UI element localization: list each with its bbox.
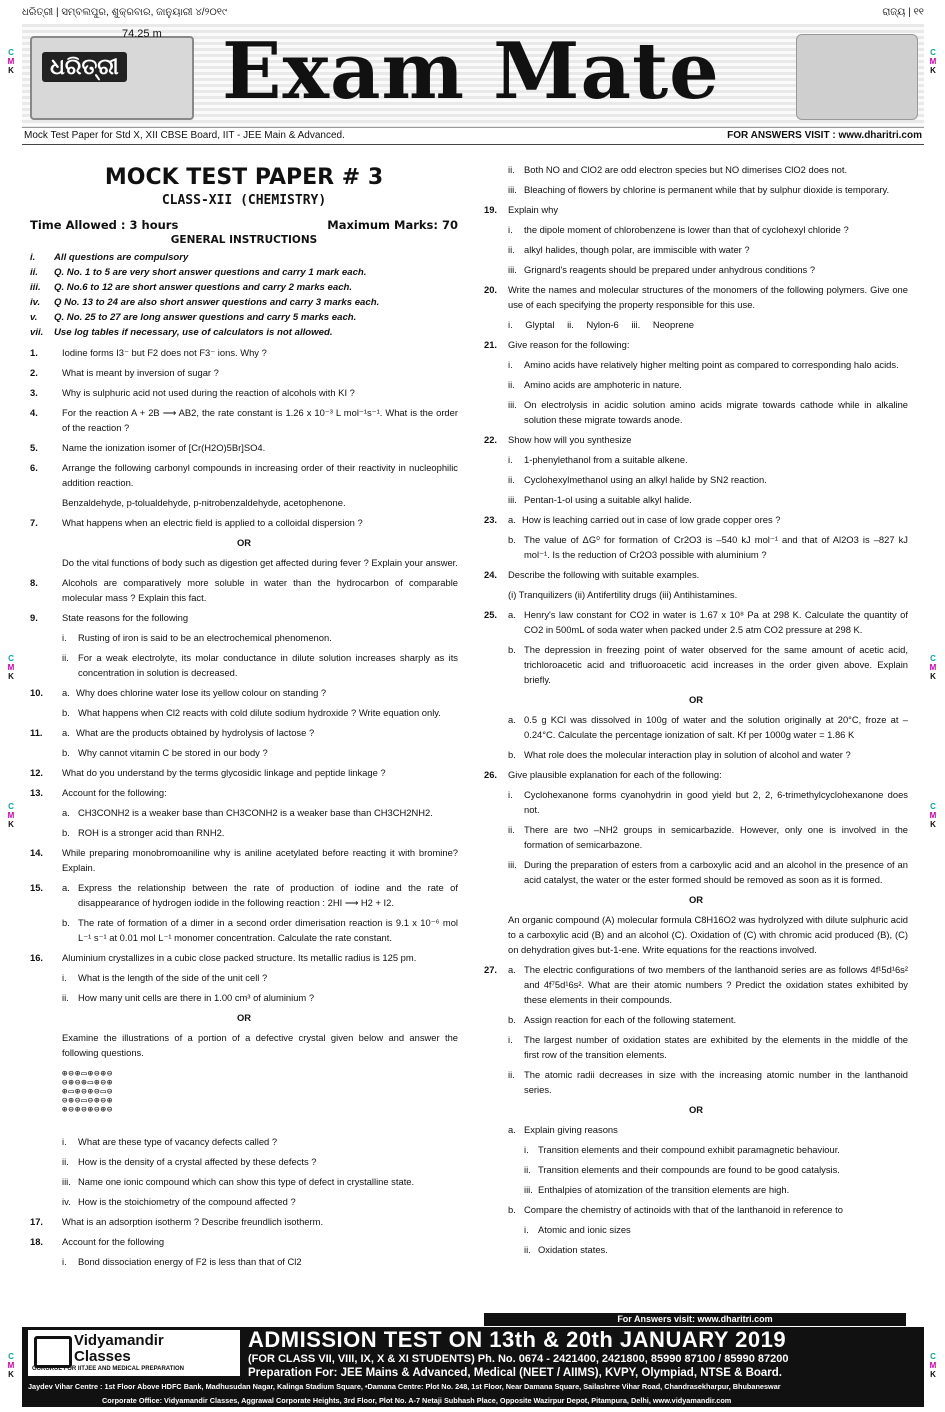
question-27-alt-a-iii: iii. Enthalpies of atomization of the transition elements are high. [524, 1184, 790, 1195]
instruction: i. All questions are compulsory [30, 252, 189, 263]
question-16-alt-ii: ii. How is the density of a crystal affected by these defects ? [62, 1156, 317, 1167]
question-19-iii: iii. Grignard's reagents should be prepared under anhydrous conditions ? [508, 264, 816, 275]
page-title: Exam Mate [222, 26, 720, 117]
question-27-b-ii: ii. The atomic radii decreases in size with the increasing atomic number in the lanthanoid series. [508, 1069, 908, 1095]
newspaper-logo: ଧରିତ୍ରୀ [42, 52, 127, 82]
right-column [484, 162, 908, 1257]
question-27-b: b. Assign reaction for each of the following statement. [508, 1014, 737, 1025]
question-6-list: Benzaldehyde, p-tolualdehyde, p-nitrobenzaldehyde, acetophenone. [62, 497, 346, 508]
instruction: ii. Q. No. 1 to 5 are very short answer questions and carry 1 mark each. [30, 267, 367, 278]
question-27-alt-b-i: i. Atomic and ionic sizes [524, 1224, 631, 1235]
registration-mark: C M K [7, 48, 15, 75]
question-27-alt-a-ii: ii. Transition elements and their compounds are found to be good catalysis. [524, 1164, 840, 1175]
question-14: 14. While preparing monobromoaniline why is aniline acetylated before reacting it with bromine? Explain. [30, 847, 458, 873]
question-24-options: (i) Tranquilizers (ii) Antifertility drugs (iii) Antihistamines. [508, 589, 738, 600]
subtitle-right: FOR ANSWERS VISIT : www.dharitri.com [727, 130, 922, 141]
registration-mark: C M K [929, 802, 937, 829]
question-19-i: i. the dipole moment of chlorobenzene is lower than that of cyclohexyl chloride ? [508, 224, 849, 235]
question-23: 23. a. How is leaching carried out in case of low grade copper ores ? [484, 514, 781, 525]
calculator-icon [796, 34, 918, 120]
question-22-ii: ii. Cyclohexylmethanol using an alkyl halide by SN2 reaction. [508, 474, 767, 485]
question-19: 19. Explain why [484, 204, 559, 215]
question-13-a: a. CH3CONH2 is a weaker base than CH3CONH2 is a weaker base than CH3CH2NH2. [62, 807, 433, 818]
or-label: OR [688, 694, 704, 705]
question-20-options: i. Glyptal ii. Nylon-6 iii. Neoprene [508, 319, 694, 330]
dateline: ଧରିତ୍ରୀ | ସମ୍ବଲପୁର, ଶୁକ୍ରବାର, ଜାନୁୟାରୀ ୪/୨୦୧୯ [22, 7, 227, 18]
paper-title: MOCK TEST PAPER # 3 [104, 165, 384, 190]
ad-preparation: Preparation For: JEE Mains & Advanced, Medical (NEET / AIIMS), KVPY, Olympiad, NTSE & Board. [248, 1367, 783, 1379]
question-18-iii: iii. Bleaching of flowers by chlorine is permanent while that by sulphur dioxide is temporary. [508, 184, 890, 195]
top-bar [22, 4, 924, 24]
question-10-b: b. What happens when Cl2 reacts with cold dilute sodium hydroxide ? Write equation only. [62, 707, 441, 718]
question-22-i: i. 1-phenylethanol from a suitable alkene. [508, 454, 688, 465]
question-27-b-i: i. The largest number of oxidation states are exhibited by the elements in the middle of the first row of the transition elements. [508, 1034, 908, 1060]
question-18-i: i. Bond dissociation energy of F2 is less than that of Cl2 [62, 1256, 302, 1267]
question-27-alt-a-i: i. Transition elements and their compound exhibit paramagnetic behaviour. [524, 1144, 840, 1155]
paper-class: CLASS-XII (CHEMISTRY) [161, 193, 327, 208]
time-allowed: Time Allowed : 3 hours [30, 218, 179, 232]
question-18: 18. Account for the following [30, 1236, 165, 1247]
question-22-iii: iii. Pentan-1-ol using a suitable alkyl halide. [508, 494, 692, 505]
subtitle-bar [22, 128, 924, 145]
question-22: 22. Show how will you synthesize [484, 434, 632, 445]
or-label: OR [688, 1104, 704, 1115]
question-26-i: i. Cyclohexanone forms cyanohydrin in good yield but 2, 2, 6-trimethylcyclohexanone does not. [508, 789, 908, 815]
question-13: 13. Account for the following: [30, 787, 167, 798]
question-16-alt: Examine the illustrations of a portion of a defective crystal given below and answer the following questions. [62, 1032, 458, 1058]
question-11-b: b. Why cannot vitamin C be stored in our body ? [62, 747, 268, 758]
left-column [30, 165, 458, 1269]
or-label: OR [236, 1012, 252, 1023]
question-16-alt-i: i. What are these type of vacancy defects called ? [62, 1136, 278, 1147]
registration-mark: C M K [7, 1352, 15, 1379]
registration-mark: C M K [7, 802, 15, 829]
question-21-ii: ii. Amino acids are amphoteric in nature. [508, 379, 682, 390]
question-25-alt-a: a. 0.5 g KCl was dissolved in 100g of water and the solution originally at 20°C, froze at –0.24°C. Calculate the percentage ionization of salt. Kf per 1000g water = 1.86 K [508, 714, 908, 740]
question-16-i: i. What is the length of the side of the unit cell ? [62, 972, 268, 983]
question-19-ii: ii. alkyl halides, though polar, are immiscible with water ? [508, 244, 750, 255]
question-4: 4. For the reaction A + 2B ⟶ AB2, the rate constant is 1.26 x 10⁻³ L mol⁻¹s⁻¹. What is the order of the reaction ? [30, 407, 458, 433]
registration-mark: C M K [929, 1352, 937, 1379]
question-17: 17. What is an adsorption isotherm ? Describe freundlich isotherm. [30, 1216, 324, 1227]
ad-corporate: Corporate Office: Vidyamandir Classes, Aggrawal Corporate Heights, 3rd Floor, Plot No. A-7 Netaji Subhash Place, Opposite Wazirpur Depot, Pitampura, Delhi, www.vidyamandir.com [102, 1396, 732, 1405]
question-12: 12. What do you understand by the terms glycosidic linkage and peptide linkage ? [30, 767, 386, 778]
ad-headline: ADMISSION TEST ON 13th & 20th JANUARY 2019 [248, 1327, 787, 1352]
instruction: v. Q. No. 25 to 27 are long answer questions and carry 5 marks each. [30, 312, 357, 323]
question-27-alt-b: b. Compare the chemistry of actinoids with that of the lanthanoid in reference to [508, 1204, 843, 1215]
question-21-i: i. Amino acids have relatively higher melting point as compared to corresponding halo acids. [508, 359, 899, 370]
or-label: OR [688, 894, 704, 905]
question-15: 15. a. Express the relationship between the rate of production of iodine and the rate of disappearance of hydrogen iodide in the following reaction : 2HI ⟶ H2 + I2. [30, 882, 458, 908]
vidyamandir-logo: Vidyamandir Classes GURUKUL FOR IITJEE AND MEDICAL PREPARATION [28, 1330, 240, 1376]
registration-mark: C M K [7, 654, 15, 681]
ad-phone: (FOR CLASS VII, VIII, IX, X & XI STUDENTS) Ph. No. 0674 - 2421400, 2421800, 85990 87100 / 85990 87200 [248, 1353, 789, 1365]
instruction: vii. Use log tables if necessary, use of calculators is not allowed. [30, 327, 333, 338]
question-26-ii: ii. There are two –NH2 groups in semicarbazide. However, only one is involved in the formation of semicarbazone. [508, 824, 908, 850]
time-marks-row [30, 218, 458, 233]
instruction: iv. Q No. 13 to 24 are also short answer questions and carry 3 marks each. [30, 297, 380, 308]
question-21-iii: iii. On electrolysis in acidic solution amino acids migrate towards cathode while in alkaline solution these migrate towards anode. [508, 399, 908, 425]
question-7-alt: Do the vital functions of body such as digestion get affected during fever ? Explain your answer. [62, 557, 458, 568]
registration-mark: C M K [929, 654, 937, 681]
question-26: 26. Give plausible explanation for each of the following: [484, 769, 722, 780]
question-25-b: b. The depression in freezing point of water observed for the same amount of acetic acid, trichloroacetic acid and trifluoroacetic acid increases in the order given above. Explain briefly. [508, 644, 908, 685]
question-21: 21. Give reason for the following: [484, 339, 630, 350]
question-8: 8. Alcohols are comparatively more soluble in water than the hydrocarbon of comparable molecular mass ? Explain this fact. [30, 577, 458, 603]
page-ref: ରାଜ୍ୟ | ୧୧ [882, 7, 924, 18]
question-20: 20. Write the names and molecular structures of the monomers of the following polymers. Give one use of each specifying the property responsible for this use. [484, 284, 908, 310]
question-16: 16. Aluminium crystallizes in a cubic close packed structure. Its metallic radius is 125 pm. [30, 952, 417, 963]
question-23-b: b. The value of ΔG⁰ for formation of Cr2O3 is –540 kJ mol⁻¹ and that of Al2O3 is –827 kJ mol⁻¹. Is the reduction of Cr2O3 possible with aluminium ? [508, 534, 908, 560]
question-9-i: i. Rusting of iron is said to be an electrochemical phenomenon. [62, 632, 332, 643]
instruction: iii. Q. No.6 to 12 are short answer questions and carry 2 marks each. [30, 282, 353, 293]
question-26-iii: iii. During the preparation of esters from a carboxylic acid and an alcohol in the presence of an acid catalyst, the water or the ester formed should be removed as soon as it is formed. [508, 859, 908, 885]
question-27: 27. a. The electric configurations of two members of the lanthanoid series are as follows 4f¹5d¹6s² and 4f⁷5d¹6s². What are their atomic numbers ? Predict the oxidation states exhibited by these elements in their compounds. [484, 964, 908, 1005]
question-16-alt-iv: iv. How is the stoichiometry of the compound affected ? [62, 1196, 296, 1207]
question-16-alt-iii: iii. Name one ionic compound which can show this type of defect in crystalline state. [62, 1176, 415, 1187]
advertisement-banner [22, 1327, 924, 1407]
question-16-ii: ii. How many unit cells are there in 1.00 cm³ of aluminium ? [62, 992, 315, 1003]
subtitle-left: Mock Test Paper for Std X, XII CBSE Board, IIT - JEE Main & Advanced. [24, 130, 345, 141]
question-25: 25. a. Henry's law constant for CO2 in water is 1.67 x 10⁸ Pa at 298 K. Calculate the quantity of CO2 in 500mL of soda water when packed under 2.5 atm CO2 pressure at 298 K. [484, 609, 908, 635]
question-1: 1. Iodine forms I3⁻ but F2 does not F3⁻ ions. Why ? [30, 347, 267, 358]
or-label: OR [236, 537, 252, 548]
instructions-title: GENERAL INSTRUCTIONS [170, 234, 318, 246]
volume-label: 74.25 m [122, 28, 162, 40]
question-10: 10. a. Why does chlorine water lose its yellow colour on standing ? [30, 687, 327, 698]
question-27-alt-b-ii: ii. Oxidation states. [524, 1244, 608, 1255]
question-26-alt: An organic compound (A) molecular formula C8H16O2 was hydrolyzed with dilute sulphuric acid to a carboxylic acid (B) and an alcohol (C). Oxidation of (C) with chromic acid produced (B), (C) on dehydration gives but-1-ene. Write equations for the reactions involved. [508, 914, 908, 955]
question-18-ii: ii. Both NO and ClO2 are odd electron species but NO dimerises ClO2 does not. [508, 164, 848, 175]
answers-bar: For Answers visit: www.dharitri.com [484, 1313, 906, 1326]
book-icon [34, 1336, 72, 1368]
question-15-b: b. The rate of formation of a dimer in a second order dimerisation reaction is 9.1 x 10⁻⁶ mol L⁻¹ s⁻¹ at 0.01 mol L⁻¹ monomer concentration. Calculate the rate constant. [62, 917, 458, 943]
question-25-alt-b: b. What role does the molecular interaction play in solution of alcohol and water ? [508, 749, 851, 760]
question-9-ii: ii. For a weak electrolyte, its molar conductance in dilute solution increases sharply as its concentration in solution is decreased. [62, 652, 458, 678]
masthead [22, 24, 924, 128]
question-7: 7. What happens when an electric field is applied to a colloidal dispersion ? [30, 517, 363, 528]
question-6: 6. Arrange the following carbonyl compounds in increasing order of their reactivity in nucleophilic addition reaction. [30, 462, 458, 488]
question-27-alt-a: a. Explain giving reasons [508, 1124, 618, 1135]
question-11: 11. a. What are the products obtained by hydrolysis of lactose ? [30, 727, 315, 738]
laptop-icon [30, 28, 194, 120]
crystal-defect-diagram: ⊕⊖⊕▭⊕⊖⊕⊖ ⊖⊕⊖⊕▭⊕⊖⊕ ⊕▭⊕⊖⊕⊖▭⊖ ⊖⊕⊖▭⊖⊕⊖⊕ ⊕⊖⊕⊖⊕⊖⊕⊖ [62, 1069, 114, 1115]
max-marks: Maximum Marks: 70 [327, 218, 458, 232]
question-24: 24. Describe the following with suitable examples. [484, 569, 700, 580]
question-2: 2. What is meant by inversion of sugar ? [30, 367, 219, 378]
question-13-b: b. ROH is a stronger acid than RNH2. [62, 827, 225, 838]
registration-mark: C M K [929, 48, 937, 75]
question-5: 5. Name the ionization isomer of [Cr(H2O)5Br]SO4. [30, 442, 266, 453]
ad-centres: Jaydev Vihar Centre : 1st Floor Above HDFC Bank, Madhusudan Nagar, Kalinga Stadium Square, •Damana Centre: Plot No. 248, 1st Floor, Near Damana Square, Sailashree Vihar Road, Chandrasekharpur, Bhubaneswar [28, 1382, 781, 1391]
question-3: 3. Why is sulphuric acid not used during the reaction of alcohols with KI ? [30, 387, 355, 398]
question-9: 9. State reasons for the following [30, 612, 189, 623]
